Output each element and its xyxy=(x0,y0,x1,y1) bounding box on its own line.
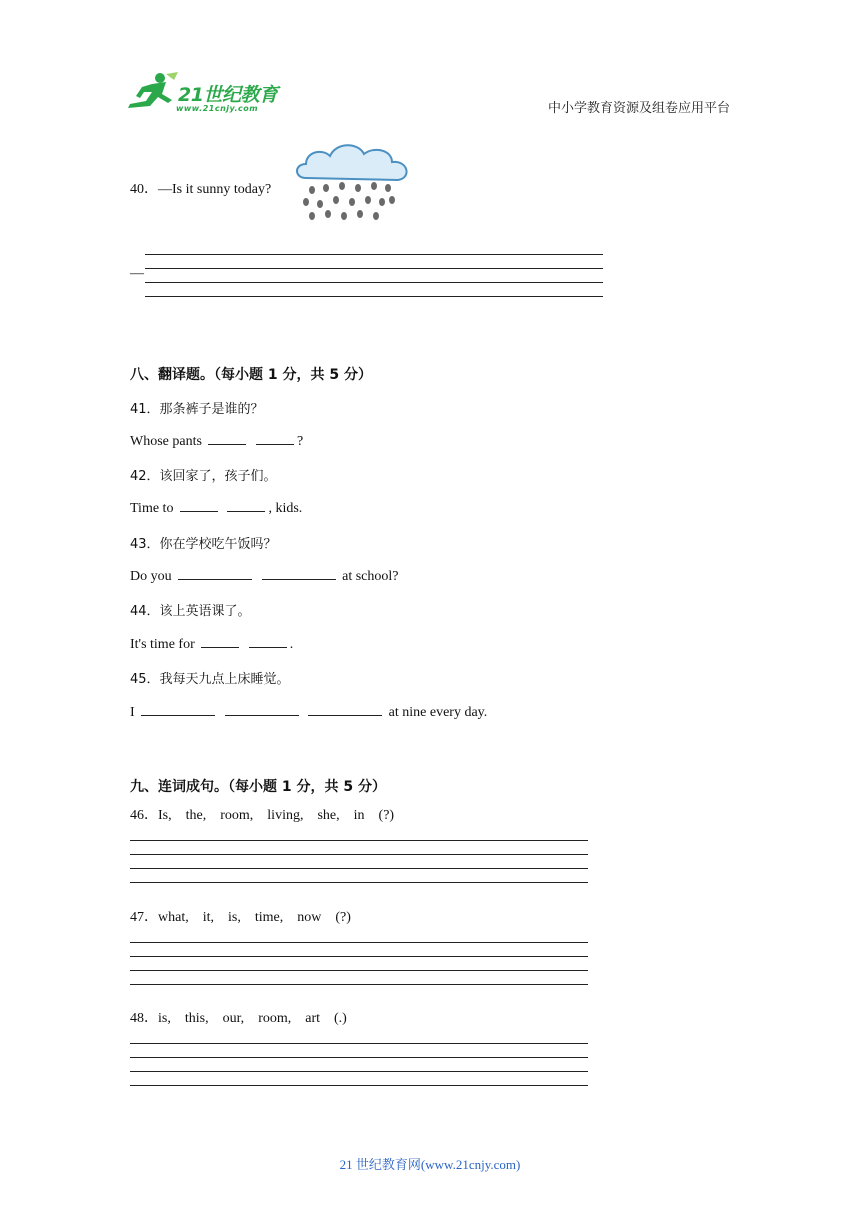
sentence-start: Do you xyxy=(130,569,172,584)
question-42-english xyxy=(130,499,302,517)
logo-url: www.21cnjy.com xyxy=(176,104,259,113)
section-8-title: 八、翻译题。（每小题 1 分，共 5 分） xyxy=(130,367,372,383)
question-47 xyxy=(130,906,365,926)
question-42-chinese: 42．该回家了，孩子们。 xyxy=(130,469,277,484)
answer-line xyxy=(130,956,588,957)
word: is, xyxy=(158,1011,171,1026)
fill-blank[interactable] xyxy=(225,703,299,716)
question-44-english xyxy=(130,635,293,653)
word: room, xyxy=(220,808,254,823)
answer-line xyxy=(130,1057,588,1058)
rain-cloud-icon xyxy=(292,138,416,235)
answer-line xyxy=(130,882,588,883)
answer-line xyxy=(130,1043,588,1044)
answer-line xyxy=(145,296,603,297)
sentence-end: ? xyxy=(296,434,304,449)
question-48 xyxy=(130,1007,361,1027)
answer-line xyxy=(130,970,588,971)
answer-line xyxy=(130,868,588,869)
question-46 xyxy=(130,804,408,824)
question-number: 48． xyxy=(130,1011,158,1026)
answer-line xyxy=(130,1071,588,1072)
word: (?) xyxy=(378,808,395,823)
question-number: 47． xyxy=(130,910,158,925)
fill-blank[interactable] xyxy=(249,635,287,648)
footer-link[interactable]: 21 世纪教育网(www.21cnjy.com) xyxy=(339,1157,521,1172)
answer-line xyxy=(130,1085,588,1086)
sentence-end: at school? xyxy=(342,569,399,584)
question-number: 40． xyxy=(130,182,158,197)
answer-dash: — xyxy=(130,266,144,281)
question-43-chinese: 43．你在学校吃午饭吗？ xyxy=(130,537,277,552)
site-tagline: 中小学教育资源及组卷应用平台 xyxy=(547,101,730,116)
word: what, xyxy=(158,910,189,925)
answer-line xyxy=(130,942,588,943)
fill-blank[interactable] xyxy=(178,567,252,580)
answer-line xyxy=(130,984,588,985)
question-45-chinese: 45．我每天九点上床睡觉。 xyxy=(130,672,290,687)
question-45-english xyxy=(130,703,487,721)
word: Is, xyxy=(158,808,172,823)
runner-logo-icon xyxy=(122,70,182,116)
sentence-start: Whose pants xyxy=(130,434,202,449)
sentence-end: at nine every day. xyxy=(388,705,488,720)
word: in xyxy=(353,808,365,823)
fill-blank[interactable] xyxy=(256,432,294,445)
sentence-start: I xyxy=(130,705,135,720)
question-number: 46． xyxy=(130,808,158,823)
sentence-start: Time to xyxy=(130,501,174,516)
question-41-chinese: 41．那条裤子是谁的？ xyxy=(130,402,264,417)
question-40 xyxy=(130,178,271,198)
fill-blank[interactable] xyxy=(308,703,382,716)
answer-line xyxy=(145,282,603,283)
question-43-english xyxy=(130,567,399,585)
fill-blank[interactable] xyxy=(180,499,218,512)
fill-blank[interactable] xyxy=(208,432,246,445)
word: the, xyxy=(185,808,207,823)
word: she, xyxy=(317,808,340,823)
word: it, xyxy=(202,910,214,925)
word: art xyxy=(305,1011,321,1026)
answer-line xyxy=(145,254,603,255)
sentence-end: , kids. xyxy=(268,501,303,516)
sentence-end: . xyxy=(289,637,294,652)
word: is, xyxy=(228,910,241,925)
word: time, xyxy=(254,910,284,925)
fill-blank[interactable] xyxy=(227,499,265,512)
section-9-title: 九、连词成句。（每小题 1 分，共 5 分） xyxy=(130,779,386,795)
word: our, xyxy=(222,1011,245,1026)
question-41-english xyxy=(130,432,303,450)
sentence-start: It's time for xyxy=(130,637,195,652)
question-44-chinese: 44．该上英语课了。 xyxy=(130,604,251,619)
logo-text: 21世纪教育 xyxy=(178,84,278,106)
question-text: —Is it sunny today? xyxy=(158,182,272,197)
word: now xyxy=(297,910,322,925)
fill-blank[interactable] xyxy=(262,567,336,580)
word: (?) xyxy=(335,910,351,925)
answer-line xyxy=(130,840,588,841)
word: room, xyxy=(258,1011,292,1026)
answer-line xyxy=(130,854,588,855)
answer-line xyxy=(145,268,603,269)
word: this, xyxy=(184,1011,209,1026)
fill-blank[interactable] xyxy=(141,703,215,716)
word: (.) xyxy=(334,1011,347,1026)
word: living, xyxy=(267,808,304,823)
fill-blank[interactable] xyxy=(201,635,239,648)
